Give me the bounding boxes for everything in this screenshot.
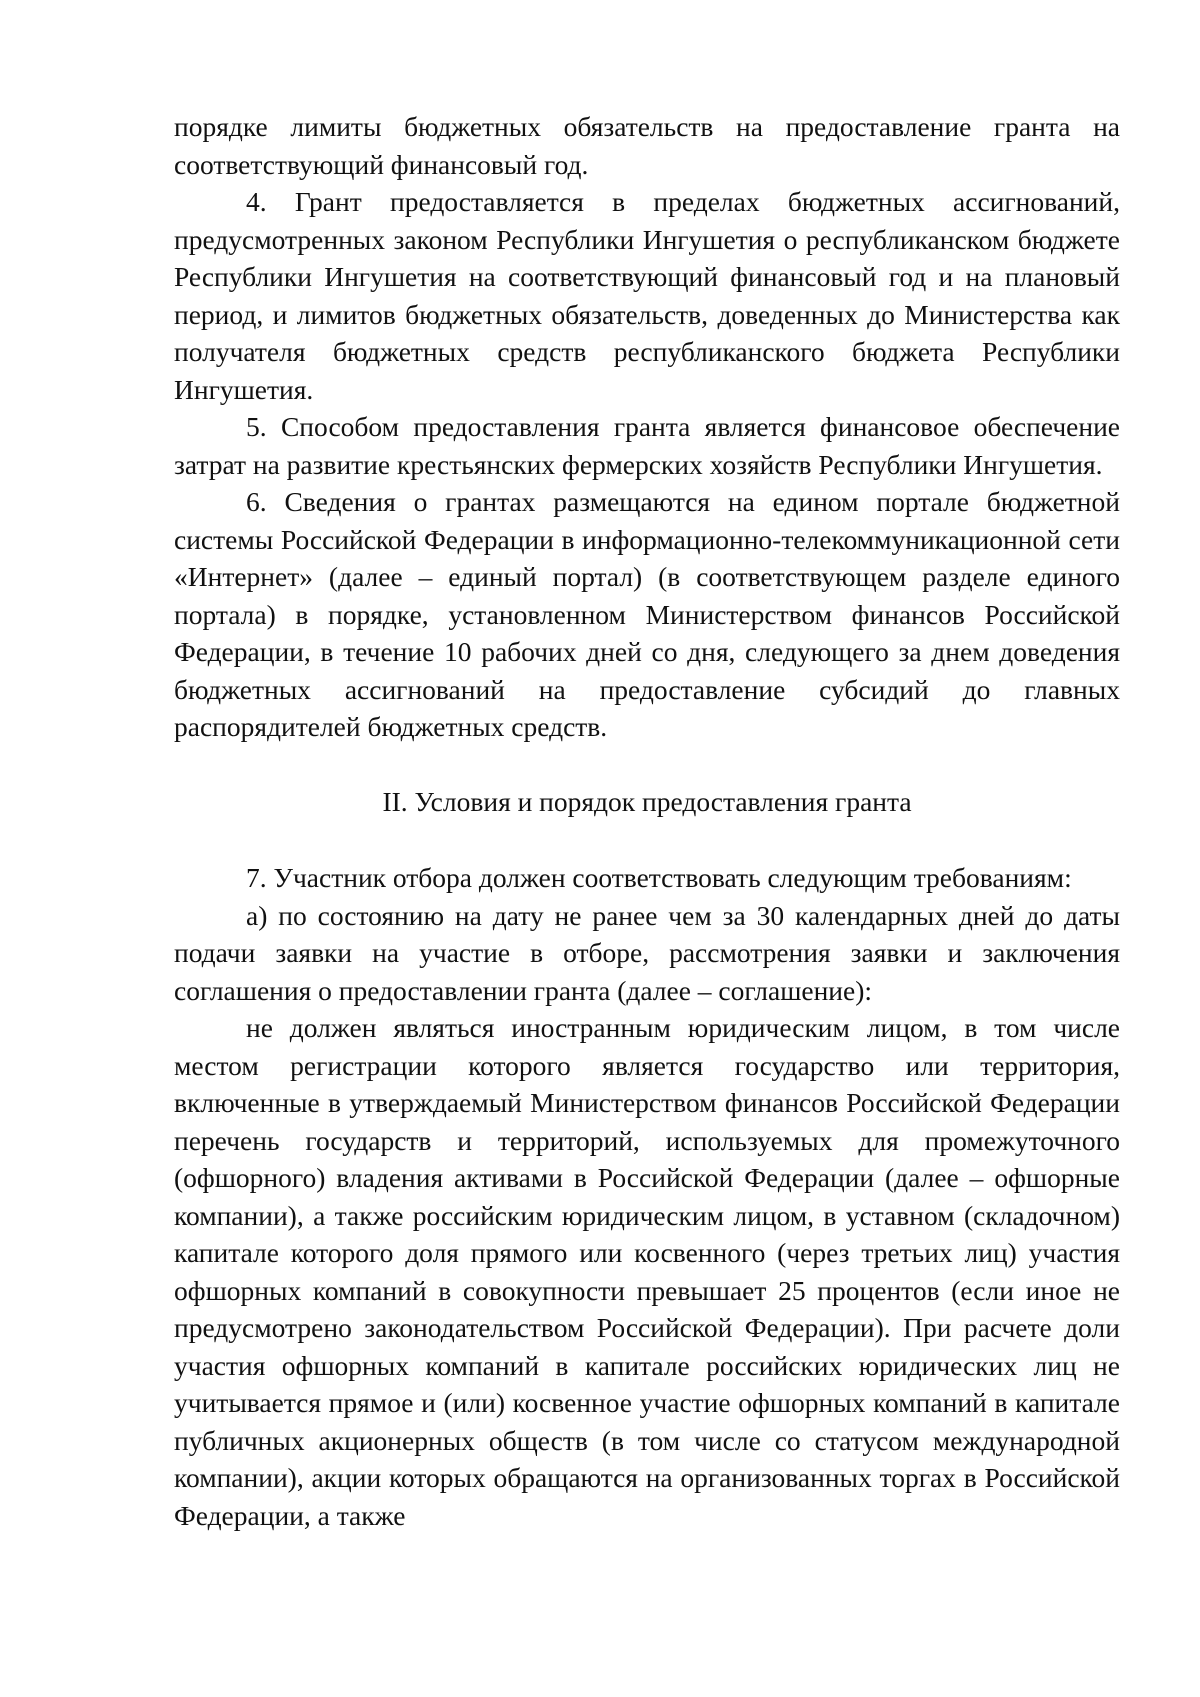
paragraph-offshore-requirement: не должен являться иностранным юридическим лицом, в том числе местом регистрации которого является государство или территория, включенные в утверждаемый Министерством финансов Российской Федерации перечень государств и территорий, используемых для промежуточного (офшорного) владения активами в Российской Федерации (далее – офшорные компании), а также российским юридическим лицом, в уставном (складочном) капитале которого доля прямого или косвенного (через третьих лиц) участия офшорных компаний в совокупности превышает 25 процентов (если иное не предусмотрено законодательством Российской Федерации). При расчете доли участия офшорных компаний в капитале российских юридических лиц не учитывается прямое и (или) косвенное участие офшорных компаний в капитале публичных акционерных обществ (в том числе со статусом международной компании), акции которых обращаются на организованных торгах в Российской Федерации, а также [174,1012,1120,1531]
section-heading: II. Условия и порядок предоставления гранта [382,785,912,817]
paragraph-continuation: порядке лимиты бюджетных обязательств на предоставление гранта на соответствующий финансовый год. [174,111,1120,180]
spacer [174,746,1120,783]
spacer [174,820,1120,859]
paragraph-subitem-a: а) по состоянию на дату не ранее чем за 30 календарных дней до даты подачи заявки на участие в отборе, рассмотрения заявки и заключения соглашения о предоставлении гранта (далее – соглашение): [174,899,1120,1006]
document-page [174,108,1120,1534]
paragraph-item-7: 7. Участник отбора должен соответствовать следующим требованиям: [246,862,1072,893]
paragraph-item-4: 4. Грант предоставляется в пределах бюджетных ассигнований, предусмотренных законом Республики Ингушетия о республиканском бюджете Республики Ингушетия на соответствующий финансовый год и на плановый период, и лимитов бюджетных обязательств, доведенных до Министерства как получателя бюджетных средств республиканского бюджета Республики Ингушетия. [174,186,1120,405]
paragraph-item-6: 6. Сведения о грантах размещаются на едином портале бюджетной системы Российской Федерации в информационно-телекоммуникационной сети «Интернет» (далее – единый портал) (в соответствующем разделе единого портала) в порядке, установленном Министерством финансов Российской Федерации, в течение 10 рабочих дней со дня, следующего за днем доведения бюджетных ассигнований на предоставление субсидий до главных распорядителей бюджетных средств. [174,486,1120,742]
paragraph-item-5: 5. Способом предоставления гранта является финансовое обеспечение затрат на развитие крестьянских фермерских хозяйств Республики Ингушетия. [174,411,1120,480]
